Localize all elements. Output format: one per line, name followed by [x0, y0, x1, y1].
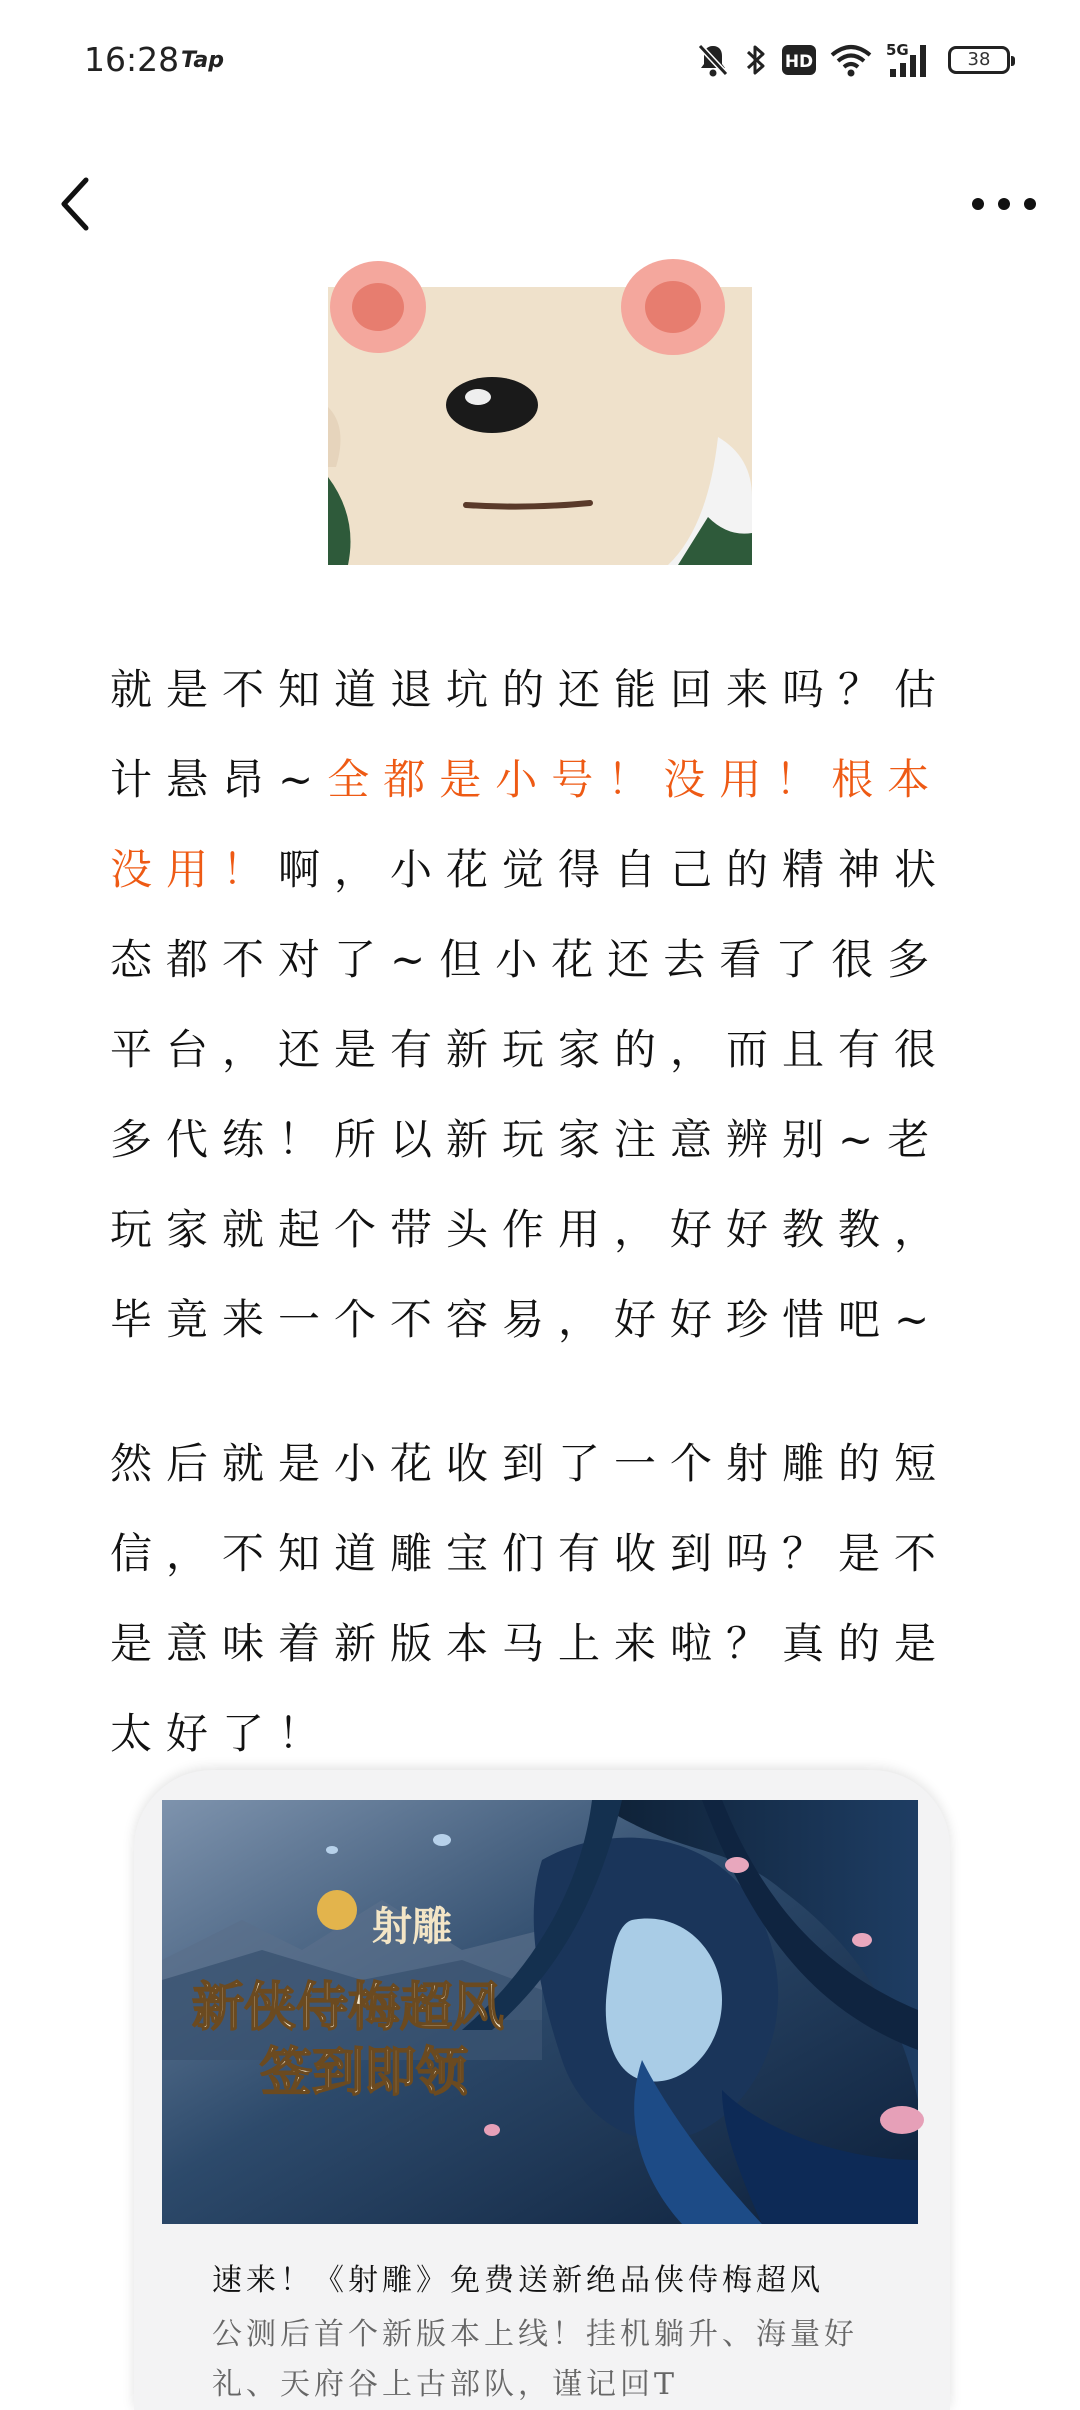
nav-bar: [0, 140, 1080, 270]
para1-text-b: 啊，小花觉得自己的精神状态都不对了~但小花还去看了很多平台，还是有新玩家的，而且有很多代练！所以新玩家注意辨别~老玩家就起个带头作用，好好教教，毕竟来一个不容易，好好珍惜吧~: [110, 845, 951, 1344]
status-icons: [696, 40, 1010, 80]
hd-label: HD: [784, 52, 814, 72]
promo-banner-image: [162, 1800, 918, 2224]
more-horizontal-icon: [964, 215, 1044, 234]
chevron-left-icon: [48, 225, 108, 244]
bell-muted-icon: [696, 42, 730, 78]
sticker-image: [328, 287, 752, 565]
banner-line-1: 新侠侍梅超风: [192, 1977, 505, 2038]
promo-card-title: 速来！《射雕》免费送新绝品侠侍梅超风: [212, 2263, 824, 2298]
tap-app-badge: Tap: [181, 48, 224, 73]
battery-level: 38: [967, 49, 991, 70]
cellular-5g-icon: [886, 41, 934, 79]
network-label: 5G: [886, 41, 909, 59]
para1-text-a: 就是不知道退坑的还能回来吗？估计悬昂~: [110, 665, 951, 804]
battery-icon: [948, 46, 1010, 74]
article-body: [110, 645, 970, 1779]
promo-card-text: [212, 2258, 912, 2410]
status-bar: [0, 0, 1080, 128]
hd-icon: [782, 45, 816, 75]
status-time: 16:28: [84, 40, 180, 79]
back-button[interactable]: [48, 168, 108, 240]
promo-card[interactable]: [134, 1770, 950, 2410]
banner-logo-text: 射雕: [372, 1903, 452, 1950]
wifi-icon: [830, 43, 872, 77]
para1-highlight: 全都是小号！没用！根本没用！: [110, 755, 944, 894]
bluetooth-icon: [744, 42, 768, 78]
promo-card-description: 公测后首个新版本上线！挂机躺升、海量好礼、天府谷上古部队，谨记回T: [212, 2317, 858, 2402]
more-button[interactable]: [964, 178, 1044, 230]
banner-line-2: 签到即领: [260, 2042, 469, 2103]
article-paragraph-1: [110, 645, 970, 1365]
article-paragraph-2: 然后就是小花收到了一个射雕的短信，不知道雕宝们有收到吗？是不是意味着新版本马上来啦？真的是太好了！: [110, 1439, 951, 1758]
